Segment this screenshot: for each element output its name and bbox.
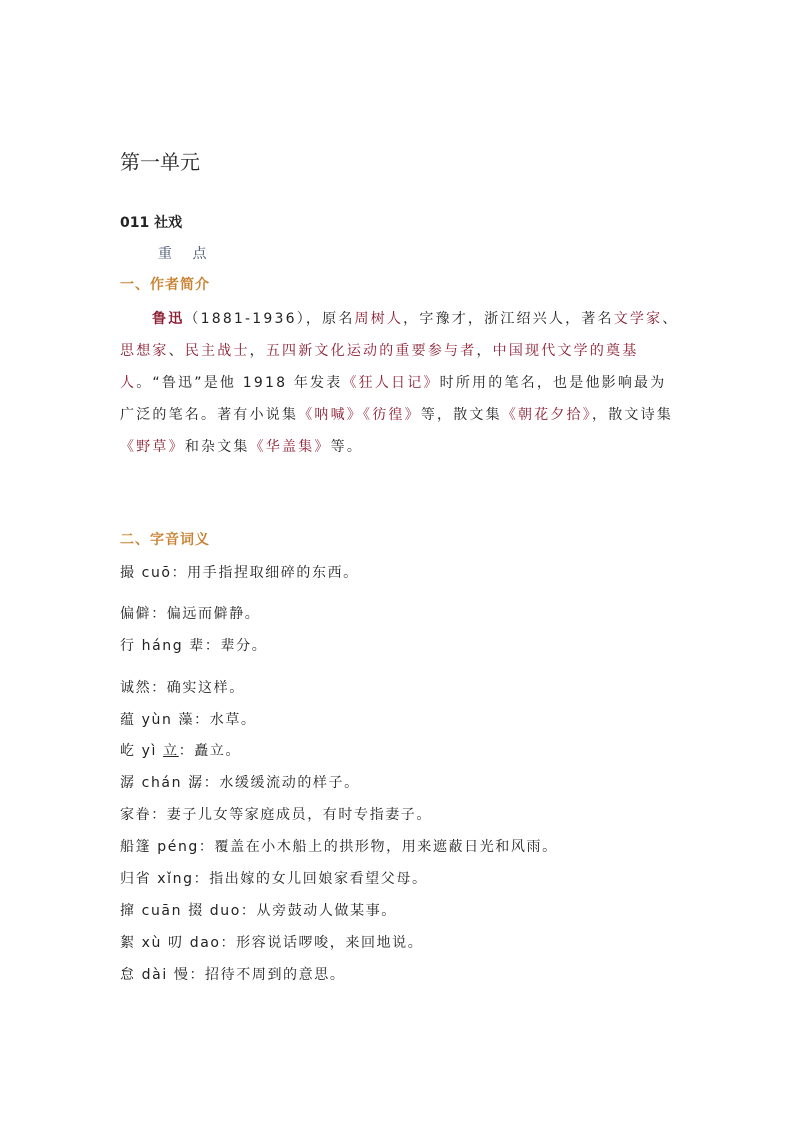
vocab-pre: 屹 yì: [120, 743, 164, 759]
vocab-entry: 潺 chán 潺：水缓缓流动的样子。: [120, 775, 360, 791]
intro-text: 和杂文集: [184, 439, 250, 455]
author-intro-paragraph: [120, 303, 680, 463]
vocab-entry: [120, 740, 241, 760]
lesson-title: 011 社戏: [120, 215, 183, 231]
focus-label: 重 点: [158, 246, 215, 262]
vocab-entry: 行 háng 辈：辈分。: [120, 638, 268, 654]
author-name: 鲁迅: [152, 311, 185, 327]
book-madman-diary: 《狂人日记》: [342, 375, 440, 391]
intro-text: 时所用的笔名，也是他影响最为广泛的笔名。著有小说集: [120, 375, 667, 423]
book-huagai: 《华盖集》: [249, 439, 331, 455]
intro-text: 、: [662, 311, 679, 327]
vocab-entry: 蕴 yùn 藻：水草。: [120, 712, 257, 728]
vocab-entry: 偏僻：偏远而僻静。: [120, 606, 261, 622]
vocab-entry: 诚然：确实这样。: [120, 680, 245, 696]
intro-text: ，字豫才，浙江绍兴人，著名: [403, 311, 614, 327]
real-name: 周树人: [354, 311, 404, 327]
section-author-intro-title: 一、作者简介: [120, 277, 210, 293]
vocab-underlined: 立: [163, 743, 179, 759]
vocab-entry: 归省 xǐng：指出嫁的女儿回娘家看望父母。: [120, 871, 428, 887]
intro-text: 等。: [330, 439, 364, 455]
book-yecao: 《野草》: [120, 439, 185, 455]
highlight-thinker: 思想家: [120, 343, 169, 359]
vocab-entry: 撺 cuān 掇 duo：从旁鼓动人做某事。: [120, 903, 397, 919]
highlight-founder: 中国现代文学的奠基人: [120, 343, 639, 391]
intro-text: ，: [476, 343, 493, 359]
intro-text: 等，散文集: [420, 407, 502, 423]
vocab-entry: 絮 xù 叨 dao：形容说话啰唆，来回地说。: [120, 935, 424, 951]
vocab-entry: 船篷 péng：覆盖在小木船上的拱形物，用来遮蔽日光和风雨。: [120, 839, 558, 855]
book-nahan-panghuang: 《呐喊》《彷徨》: [298, 407, 421, 423]
book-zhaohua: 《朝花夕拾》: [501, 407, 593, 423]
highlight-may-fourth: 五四新文化运动的重要参与者: [265, 343, 477, 359]
highlight-fighter: 民主战士: [184, 343, 250, 359]
vocab-entry: 家眷：妻子儿女等家庭成员，有时专指妻子。: [120, 807, 432, 823]
intro-text: 、: [168, 343, 185, 359]
vocab-entry: 撮 cuō：用手指捏取细碎的东西。: [120, 565, 359, 581]
highlight-writer: 文学家: [613, 311, 663, 327]
intro-text: ，散文诗集: [592, 407, 674, 423]
section-vocab-title: 二、字音词义: [120, 532, 210, 548]
unit-title: 第一单元: [120, 150, 200, 174]
vocab-post: ：矗立。: [178, 743, 242, 759]
intro-text: ，: [249, 343, 266, 359]
intro-text: 。“鲁迅”是他 1918 年发表: [136, 375, 343, 391]
vocab-entry: 怠 dài 慢：招待不周到的意思。: [120, 967, 346, 983]
intro-text: （1881-1936），原名: [184, 311, 355, 327]
